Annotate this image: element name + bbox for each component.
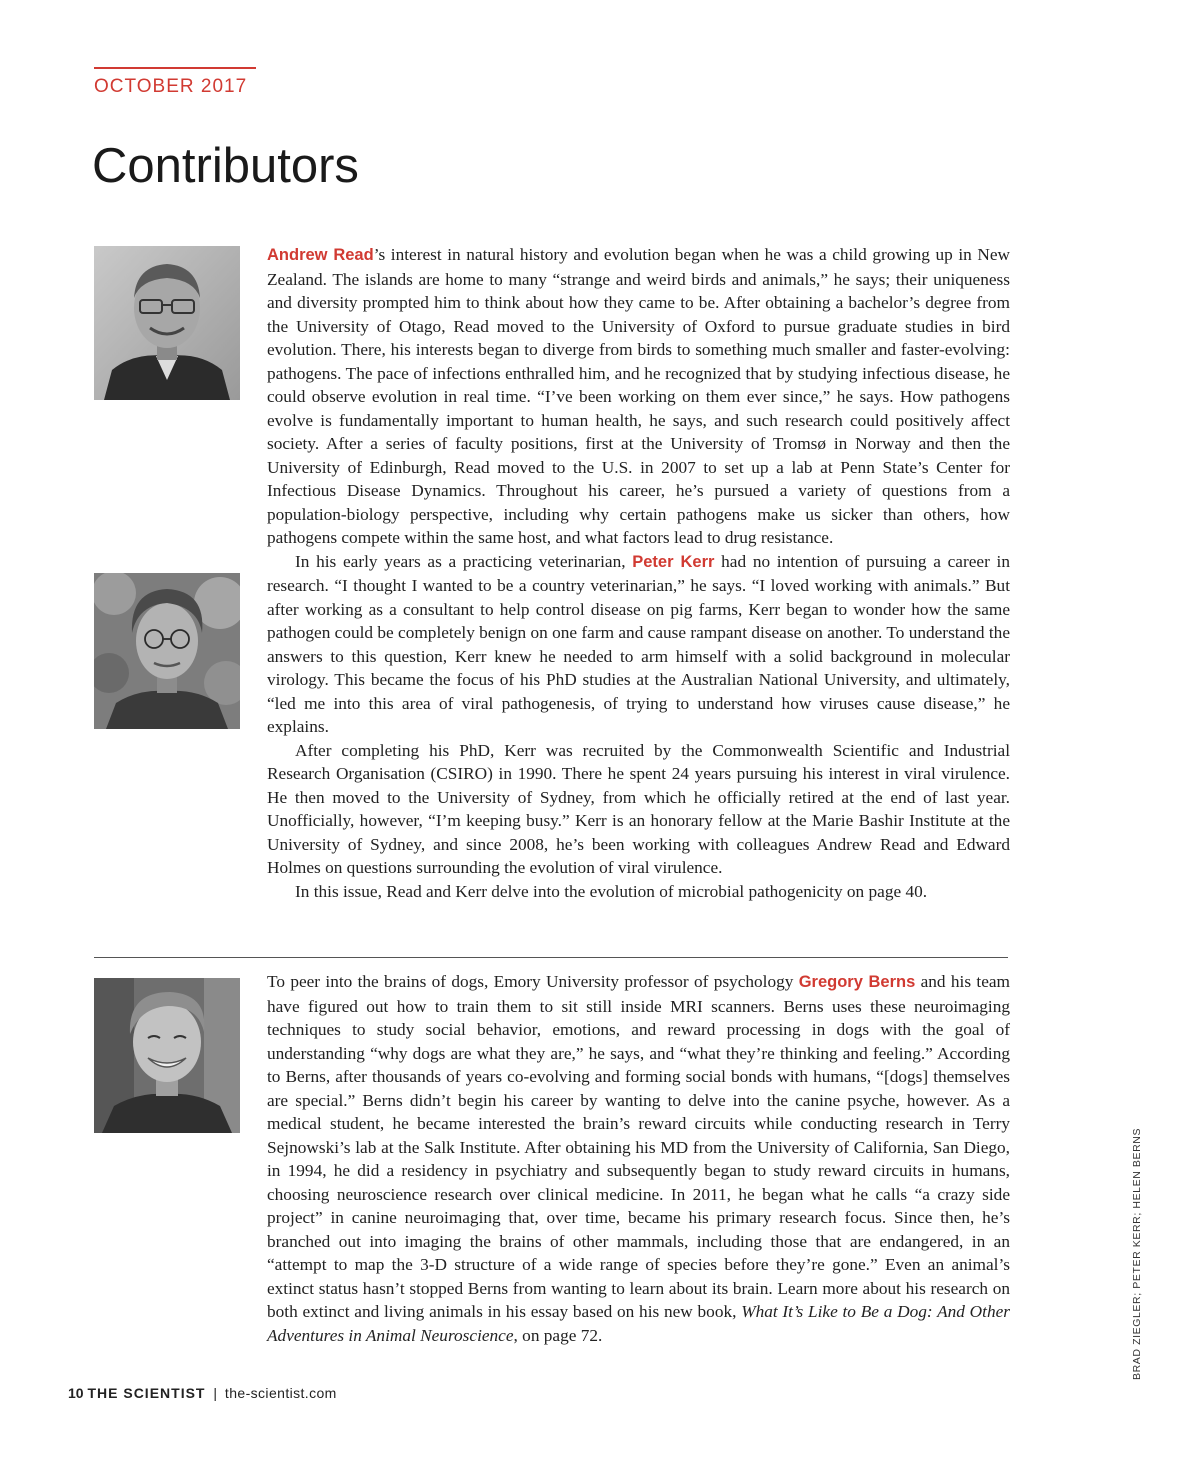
bio-paragraph: Andrew Read’s interest in natural history and evolution began when he was a child growing up in New Zealand. The islands are home to many “strange and weird birds and animals,” he says; their uniqueness and diversity prompted him to think about how they came to be. After obtaining a bachelor’s degree from the University of Otago, Read moved to the University of Oxford to pursue graduate studies in bird evolution. There, his interests began to diverge from birds to something much smaller and faster-evolving: pathogens. The pace of infections enthralled him, and he recognized that by studying infectious disease, he could observe evolution in real time. “I’ve been working on them ever since,” he says. How pathogens evolve is fundamentally important to human health, he says, and such research could positively affect society. After a series of faculty positions, first at the University of Tromsø in Norway and then the University of Edinburgh, Read moved to the U.S. in 2007 to set up a lab at Penn State’s Center for Infectious Disease Dynamics. Throughout his career, he’s pursued a variety of questions from a population-biology perspective, including why certain pathogens make us sicker than others, how pathogens compete within the same host, and what factors lead to drug resistance. [267,245,1011,547]
bio-read-kerr [267,243,1010,903]
magazine-name: THE SCIENTIST [87,1385,206,1401]
bio-berns [267,970,1010,1347]
section-divider [94,957,1008,958]
bio-paragraph: To peer into the brains of dogs, Emory University professor of psychology Gregory Berns and his team have figured out how to train them to sit still inside MRI scanners. Berns uses these neuroimaging techniques to study social behavior, emotions, and reward processing in dogs with the goal of understanding “why dogs are what they are,” he says, and “what they’re thinking and feeling.” According to Berns, after thousands of years co-evolving and forming social bonds with humans, “[dogs] themselves are special.” Berns didn’t begin his career by wanting to delve into the canine psyche, however. As a medical student, he became interested the brain’s reward circuits while conducting research in Terry Sejnowski’s lab at the Salk Institute. After obtaining his MD from the University of California, San Diego, in 1994, he did a residency in psychiatry and subsequently began to study reward circuits in humans, choosing neuroscience research over clinical medicine. In 2011, he began what he calls “a crazy side project” in canine neuroimaging that, over time, became his primary research focus. Since then, he’s branched out into imaging the brains of other mammals, including those that are endangered, in an “attempt to map the 3-D structure of a wide range of species before they’re gone.” Even an animal’s extinct status hasn’t stopped Berns from wanting to learn about its brain. Learn more about his research on both extinct and living animals in his essay based on his new book, What It’s Like to Be a Dog: And Other Adventures in Animal Neuroscience, on page 72. [267,972,1010,1345]
contributor-name-andrew-read: Andrew Read [267,246,374,264]
bio-paragraph: In this issue, Read and Kerr delve into the evolution of microbial pathogenicity on page 40. [295,881,928,901]
page-number: 10 [68,1385,84,1401]
photo-gregory-berns [94,978,240,1133]
book-title: What It’s Like to Be a Dog: And Other Adventures in Animal Neuroscience [267,1302,1010,1345]
bio-paragraph: In his early years as a practicing veterinarian, Peter Kerr had no intention of pursuing a career in research. “I thought I wanted to be a country veterinarian,” he says. “I loved working with animals.” But after working as a consultant to help control disease on pig farms, Kerr began to wonder how the same pathogen could be completely benign on one farm and cause rampant disease on another. To understand the answers to this question, Kerr knew he needed to arm himself with a solid background in molecular virology. This became the focus of his PhD studies at the Australian National University, and ultimately, “led me into this area of viral pathogenesis, of trying to understand how viruses cause disease,” he explains. [267,551,1010,736]
photo-credit: BRAD ZIEGLER; PETER KERR; HELEN BERNS [1131,1127,1143,1380]
page-footer [68,1385,337,1401]
issue-date-rule [94,67,256,69]
photo-andrew-read [94,246,240,400]
photo-peter-kerr [94,573,240,729]
issue-date: OCTOBER 2017 [94,76,248,97]
contributor-name-peter-kerr: Peter Kerr [632,552,715,571]
page-title: Contributors [92,139,359,193]
bio-paragraph: After completing his PhD, Kerr was recruited by the Commonwealth Scientific and Industrial Research Organisation (CSIRO) in 1990. There he spent 24 years pursuing his interest in viral virulence. He then moved to the University of Sydney, from which he officially retired at the end of last year. Unofficially, however, “I’m keeping busy.” Kerr is an honorary fellow at the Marie Bashir Institute at the University of Sydney, and since 2008, he’s been working with colleagues Andrew Read and Edward Holmes on questions surrounding the evolution of viral virulence. [267,740,1010,877]
contributor-name-gregory-berns: Gregory Berns [798,973,916,991]
footer-separator: | [213,1385,218,1401]
magazine-url: the-scientist.com [224,1385,337,1401]
